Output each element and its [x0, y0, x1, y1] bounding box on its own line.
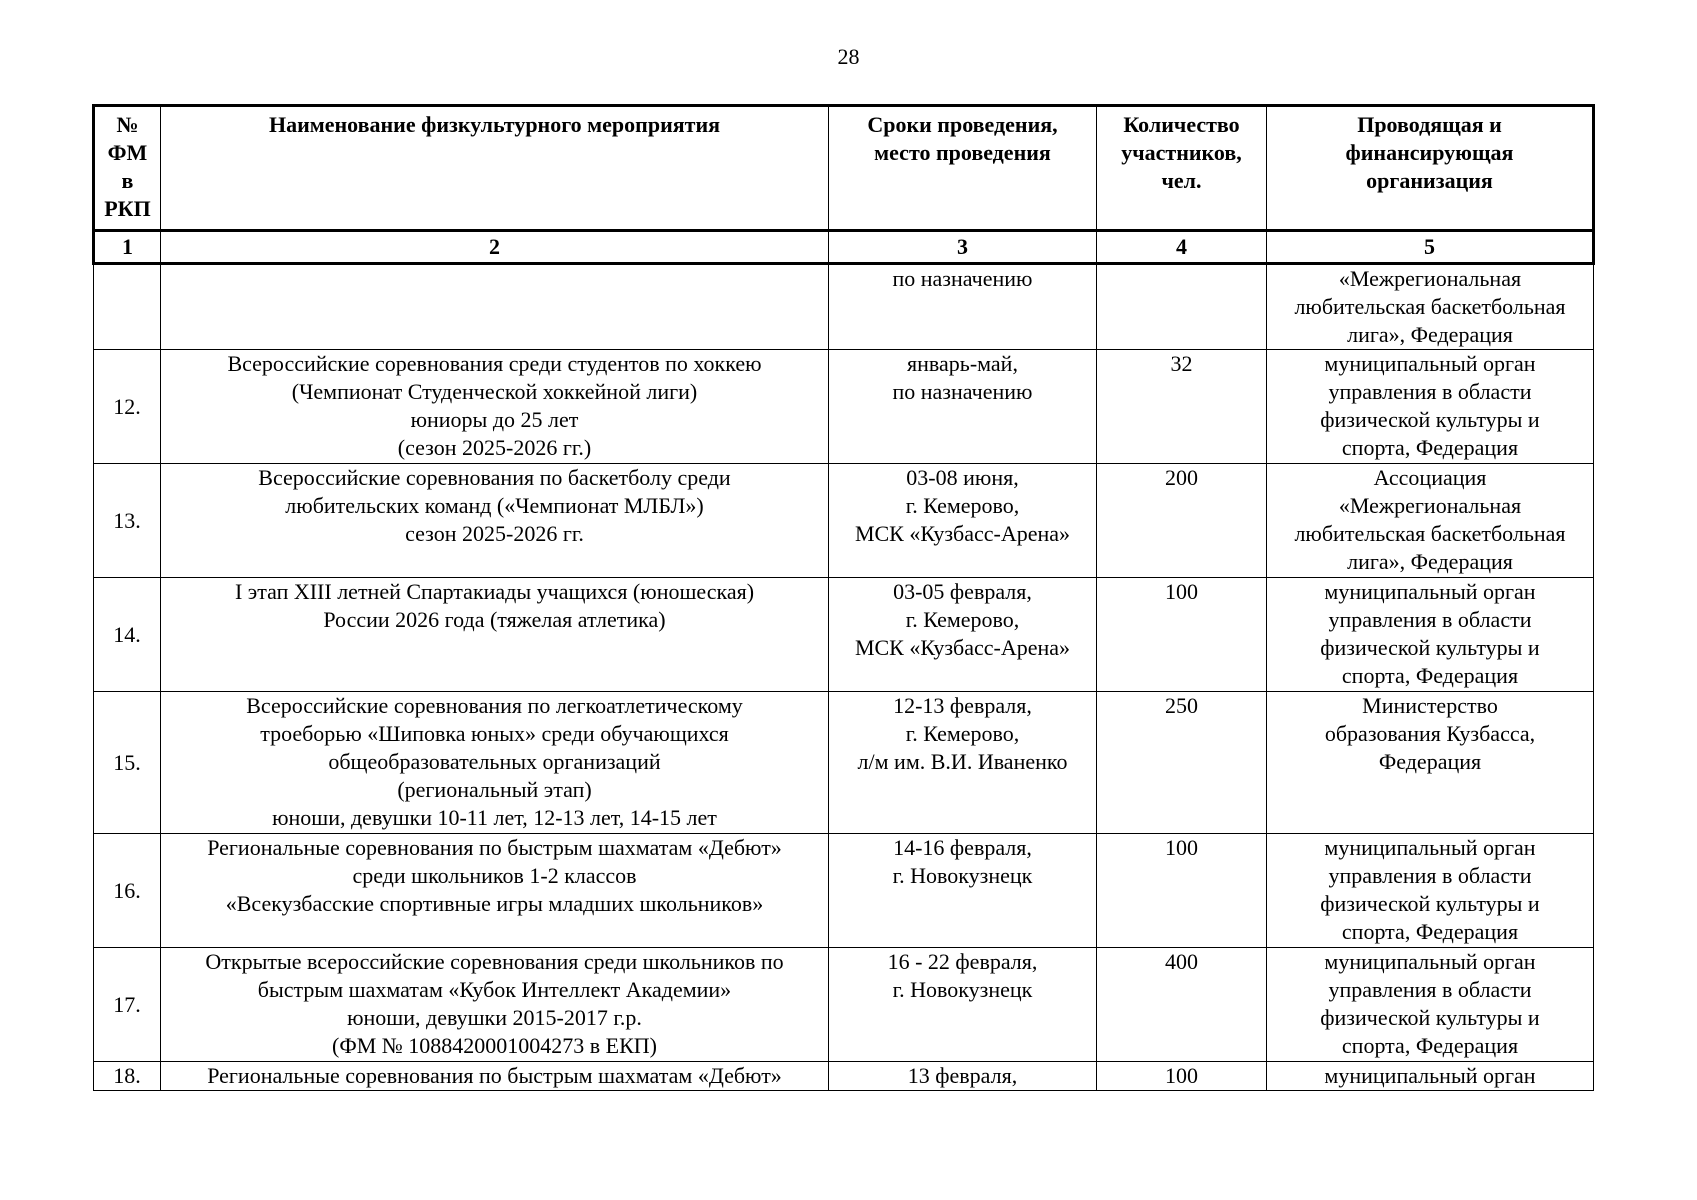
cell-line: муниципальный орган — [1324, 949, 1536, 974]
cell-line: г. Новокузнецк — [892, 977, 1033, 1002]
cell-line: 14-16 февраля, — [893, 835, 1032, 860]
column-number: 1 — [94, 231, 161, 264]
cell-line: (ФМ № 1088420001004273 в ЕКП) — [332, 1033, 657, 1058]
row-name-cell — [161, 1062, 829, 1091]
column-number: 4 — [1097, 231, 1267, 264]
table-row — [94, 578, 1594, 692]
cell-line: управления в области — [1328, 379, 1532, 404]
row-number-cell — [94, 264, 161, 350]
row-participants-cell: 32 — [1097, 350, 1267, 464]
cell-line: г. Кемерово, — [905, 607, 1020, 632]
cell-line: МСК «Кузбасс-Арена» — [854, 521, 1071, 546]
cell-line: спорта, Федерация — [1341, 663, 1519, 688]
table-row — [94, 692, 1594, 834]
cell-line: России 2026 года (тяжелая атлетика) — [323, 607, 666, 632]
row-organization-cell — [1267, 578, 1594, 692]
row-participants-cell — [1097, 264, 1267, 350]
cell-line: Всероссийские соревнования среди студентов по хоккею — [227, 351, 762, 376]
header-cell-dates — [829, 106, 1097, 231]
cell-line: 03-05 февраля, — [893, 579, 1032, 604]
cell-line: быстрым шахматам «Кубок Интеллект Академии» — [257, 977, 732, 1002]
header-row — [94, 106, 1594, 231]
column-number: 2 — [161, 231, 829, 264]
cell-line: сезон 2025-2026 гг. — [405, 521, 584, 546]
cell-line: физической культуры и — [1320, 891, 1540, 916]
header-cell-number — [94, 106, 161, 231]
cell-line: чел. — [1161, 168, 1202, 193]
cell-line: г. Новокузнецк — [892, 863, 1033, 888]
row-number-cell: 17. — [94, 948, 161, 1062]
row-name-cell — [161, 578, 829, 692]
row-number-cell: 12. — [94, 350, 161, 464]
table-row — [94, 1062, 1594, 1091]
column-number: 5 — [1267, 231, 1594, 264]
row-organization-cell — [1267, 948, 1594, 1062]
cell-line: (сезон 2025-2026 гг.) — [397, 435, 592, 460]
cell-line: лига», Федерация — [1347, 322, 1513, 347]
row-dates-cell — [829, 1062, 1097, 1091]
row-organization-cell — [1267, 464, 1594, 578]
cell-line: участников, — [1121, 140, 1242, 165]
row-organization-cell — [1267, 834, 1594, 948]
column-number: 3 — [829, 231, 1097, 264]
cell-line: Министерство — [1362, 693, 1498, 718]
row-number-cell: 15. — [94, 692, 161, 834]
cell-line: Федерация — [1378, 749, 1482, 774]
cell-line: Наименование физкультурного мероприятия — [268, 112, 721, 137]
row-name-cell — [161, 350, 829, 464]
table-row — [94, 948, 1594, 1062]
row-number-cell: 16. — [94, 834, 161, 948]
cell-line: МСК «Кузбасс-Арена» — [854, 635, 1071, 660]
row-participants-cell: 100 — [1097, 578, 1267, 692]
row-dates-cell — [829, 692, 1097, 834]
cell-line: среди школьников 1-2 классов — [352, 863, 637, 888]
cell-line: Количество — [1123, 112, 1240, 137]
cell-line: Сроки проведения, — [867, 112, 1058, 137]
table-row — [94, 464, 1594, 578]
cell-line: г. Кемерово, — [905, 721, 1020, 746]
cell-line: РКП — [104, 196, 151, 221]
cell-line: г. Кемерово, — [905, 493, 1020, 518]
column-number-row — [94, 231, 1594, 264]
row-name-cell — [161, 948, 829, 1062]
row-organization-cell — [1267, 264, 1594, 350]
cell-line: Проводящая и — [1357, 112, 1502, 137]
row-name-cell — [161, 692, 829, 834]
row-name-cell — [161, 464, 829, 578]
cell-line: Открытые всероссийские соревнования среди школьников по — [205, 949, 784, 974]
cell-line: спорта, Федерация — [1341, 919, 1519, 944]
cell-line: общеобразовательных организаций — [328, 749, 661, 774]
cell-line: любительская баскетбольная — [1294, 294, 1566, 319]
cell-line: Ассоциация — [1373, 465, 1487, 490]
cell-line: № — [116, 112, 139, 137]
continuation-row — [94, 264, 1594, 350]
table-body — [94, 264, 1594, 1091]
cell-line: любительская баскетбольная — [1294, 521, 1566, 546]
header-cell-participants — [1097, 106, 1267, 231]
cell-line: спорта, Федерация — [1341, 435, 1519, 460]
row-participants-cell: 100 — [1097, 834, 1267, 948]
cell-line: юниоры до 25 лет — [410, 407, 579, 432]
cell-line: I этап XIII летней Спартакиады учащихся (юношеская) — [234, 579, 755, 604]
cell-line: по назначению — [892, 266, 1033, 291]
cell-line: ФМ — [107, 140, 148, 165]
cell-line: «Межрегиональная — [1338, 266, 1522, 291]
row-organization-cell — [1267, 1062, 1594, 1091]
cell-line: 12-13 февраля, — [893, 693, 1032, 718]
cell-line: л/м им. В.И. Иваненко — [857, 749, 1068, 774]
row-name-cell — [161, 834, 829, 948]
cell-line: управления в области — [1328, 607, 1532, 632]
row-participants-cell: 100 — [1097, 1062, 1267, 1091]
cell-line: Региональные соревнования по быстрым шахматам «Дебют» — [207, 835, 782, 860]
row-number-cell: 18. — [94, 1062, 161, 1091]
cell-line: (Чемпионат Студенческой хоккейной лиги) — [291, 379, 698, 404]
cell-line: в — [121, 168, 134, 193]
row-dates-cell — [829, 264, 1097, 350]
row-dates-cell — [829, 834, 1097, 948]
row-number-cell: 13. — [94, 464, 161, 578]
header-cell-organization — [1267, 106, 1594, 231]
events-table — [92, 104, 1595, 1091]
row-participants-cell: 400 — [1097, 948, 1267, 1062]
row-dates-cell — [829, 350, 1097, 464]
cell-line: управления в области — [1328, 863, 1532, 888]
row-organization-cell — [1267, 692, 1594, 834]
cell-line: место проведения — [874, 140, 1051, 165]
table-row — [94, 350, 1594, 464]
cell-line: любительских команд («Чемпионат МЛБЛ») — [285, 493, 704, 518]
row-participants-cell: 250 — [1097, 692, 1267, 834]
cell-line: физической культуры и — [1320, 407, 1540, 432]
cell-line: Всероссийские соревнования по легкоатлетическому — [246, 693, 743, 718]
cell-line: лига», Федерация — [1347, 549, 1513, 574]
row-name-cell — [161, 264, 829, 350]
cell-line: 03-08 июня, — [906, 465, 1019, 490]
page-number: 28 — [837, 44, 860, 69]
cell-line: юноши, девушки 2015-2017 г.р. — [347, 1005, 642, 1030]
cell-line: финансирующая — [1345, 140, 1514, 165]
cell-line: спорта, Федерация — [1341, 1033, 1519, 1058]
cell-line: муниципальный орган — [1324, 579, 1536, 604]
cell-line: муниципальный орган — [1324, 1063, 1536, 1088]
row-participants-cell: 200 — [1097, 464, 1267, 578]
cell-line: (региональный этап) — [397, 777, 592, 802]
header-cell-name — [161, 106, 829, 231]
cell-line: по назначению — [892, 379, 1033, 404]
cell-line: физической культуры и — [1320, 635, 1540, 660]
cell-line: «Всекузбасские спортивные игры младших школьников» — [225, 891, 764, 916]
cell-line: управления в области — [1328, 977, 1532, 1002]
cell-line: 13 февраля, — [907, 1063, 1018, 1088]
cell-line: организация — [1366, 168, 1493, 193]
row-number-cell: 14. — [94, 578, 161, 692]
cell-line: «Межрегиональная — [1338, 493, 1522, 518]
table-row — [94, 834, 1594, 948]
cell-line: юноши, девушки 10-11 лет, 12-13 лет, 14-15 лет — [272, 805, 717, 830]
row-dates-cell — [829, 948, 1097, 1062]
cell-line: троеборью «Шиповка юных» среди обучающихся — [260, 721, 729, 746]
cell-line: 16 - 22 февраля, — [887, 949, 1038, 974]
row-organization-cell — [1267, 350, 1594, 464]
cell-line: муниципальный орган — [1324, 351, 1536, 376]
cell-line: муниципальный орган — [1324, 835, 1536, 860]
cell-line: физической культуры и — [1320, 1005, 1540, 1030]
cell-line: Всероссийские соревнования по баскетболу среди — [258, 465, 731, 490]
cell-line: январь-май, — [907, 351, 1018, 376]
row-dates-cell — [829, 464, 1097, 578]
cell-line: Региональные соревнования по быстрым шахматам «Дебют» — [207, 1063, 782, 1088]
row-dates-cell — [829, 578, 1097, 692]
cell-line: образования Кузбасса, — [1324, 721, 1536, 746]
